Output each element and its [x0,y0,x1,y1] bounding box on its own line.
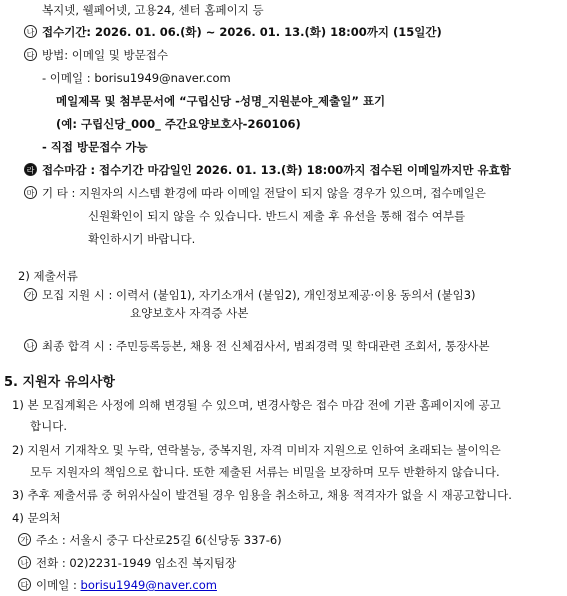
circle-marker-icon: 다 [24,48,37,61]
period-item [24,24,442,40]
circle-marker-icon: 라 [24,163,37,176]
docs-all-text: 모집 지원 시 : 이력서 (붙임1), 자기소개서 (붙임2), 개인정보제공·이용 동의서 (붙임3) [42,288,476,302]
circle-marker-icon: 가 [24,288,37,301]
docs-all-item [24,287,476,303]
circle-marker-icon: 나 [18,556,31,569]
address-text: 주소 : 서울시 중구 다산로25길 6(신당동 337-6) [36,533,282,547]
circle-marker-icon: 다 [18,578,31,591]
note-2-cont: 모두 지원자의 책임으로 합니다. 또한 제출된 서류는 비밀을 보장하며 모두 반환하지 않습니다. [30,465,500,479]
docs-final-item [24,338,490,354]
subject-line: 메일제목 및 첨부문서에 “구립신당 -성명_지원분야_제출일” 표기 [56,94,386,108]
method-item [24,47,168,63]
note-1-cont: 합니다. [30,419,67,433]
contact-address [18,532,282,548]
circle-marker-icon: 마 [24,186,37,199]
email-line: - 이메일 : borisu1949@naver.com [42,71,231,85]
note-1: 1) 본 모집계획은 사정에 의해 변경될 수 있으며, 변경사항은 접수 마감 전에 기관 홈페이지에 공고 [12,398,501,412]
apply-channels: 복지넷, 웰페어넷, 고용24, 센터 홈페이지 등 [42,3,264,17]
etc-item [24,185,486,201]
docs-title: 2) 제출서류 [18,269,78,283]
email-link[interactable]: borisu1949@naver.com [80,578,217,592]
docs-final-text: 최종 합격 시 : 주민등록등본, 채용 전 신체검사서, 범죄경력 및 학대관련 조회서, 통장사본 [42,339,490,353]
example-line: (예: 구립신당_000_ 주간요양보호사-260106) [56,117,301,131]
contact-phone [18,555,236,571]
note-3: 3) 추후 제출서류 중 허위사실이 발견될 경우 임용을 취소하고, 채용 적격자가 없을 시 재공고합니다. [12,488,512,502]
email-label: 이메일 : [36,578,81,592]
etc-text: 기 타 : 지원자의 시스템 환경에 따라 이메일 전달이 되지 않을 경우가 있으며, 접수메일은 [42,186,486,200]
section-5-title: 5. 지원자 유의사항 [4,375,115,390]
docs-all-line-2: 요양보호사 자격증 사본 [130,306,249,320]
period-text: 접수기간: 2026. 01. 06.(화) ~ 2026. 01. 13.(화) 18:00까지 (15일간) [42,25,442,39]
visit-line: - 직접 방문접수 가능 [42,140,148,154]
note-2: 2) 지원서 기재착오 및 누락, 연락불능, 중복지원, 자격 미비자 지원으로 인하여 초래되는 불이익은 [12,443,501,457]
circle-marker-icon: 나 [24,25,37,38]
deadline-item [24,162,511,178]
deadline-text: 접수마감 : 접수기간 마감일인 2026. 01. 13.(화) 18:00까지 접수된 이메일까지만 유효함 [42,163,511,177]
note-4: 4) 문의처 [12,511,61,525]
circle-marker-icon: 나 [24,339,37,352]
etc-line-3: 확인하시기 바랍니다. [88,232,196,246]
phone-text: 전화 : 02)2231-1949 임소진 복지팀장 [36,556,237,570]
circle-marker-icon: 가 [18,533,31,546]
method-text: 방법: 이메일 및 방문접수 [42,48,168,62]
contact-email [18,577,217,593]
etc-line-2: 신원확인이 되지 않을 수 있습니다. 반드시 제출 후 유선을 통해 접수 여부를 [88,209,466,223]
